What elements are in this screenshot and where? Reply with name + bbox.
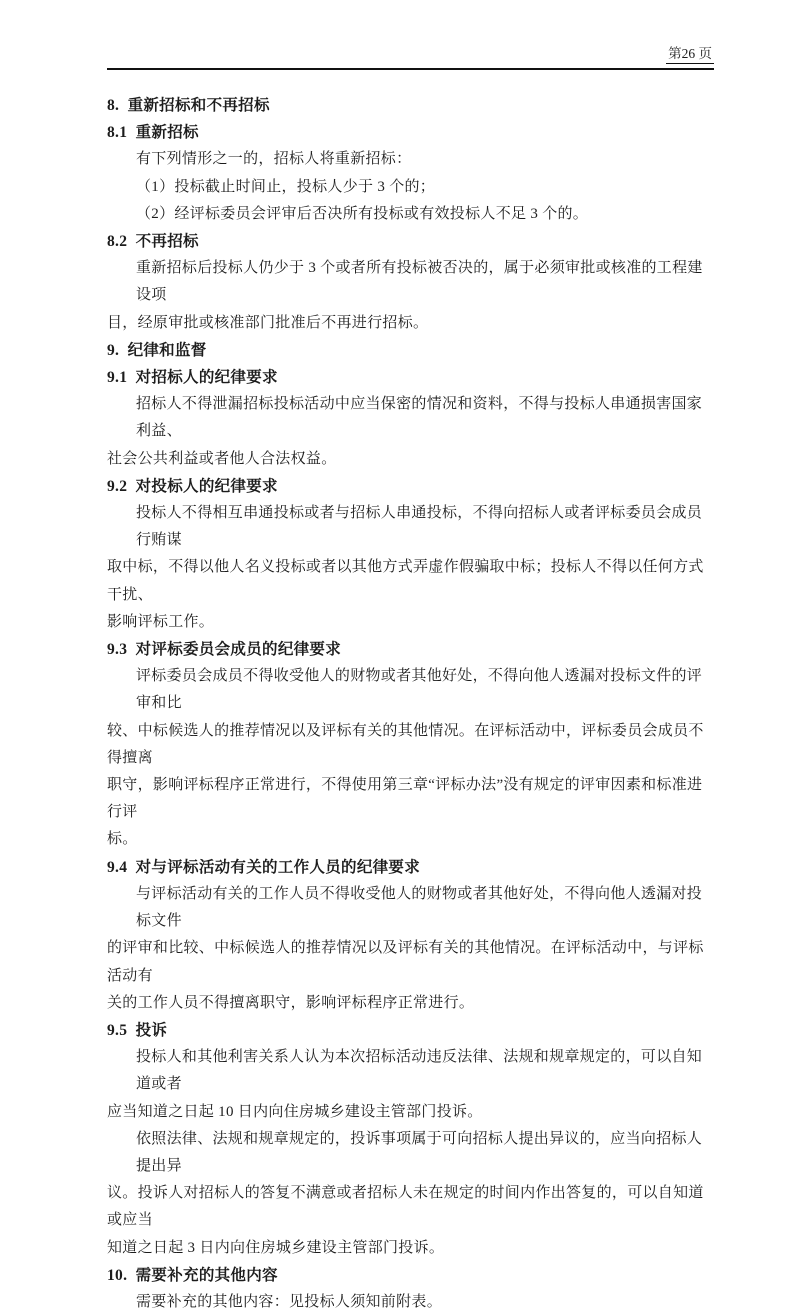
paragraph-line: 应当知道之日起 10 日内向住房城乡建设主管部门投诉。 xyxy=(107,1103,483,1120)
heading-8-2: 8.2 不再招标 xyxy=(107,233,199,251)
page-header xyxy=(107,44,714,70)
paragraph-line: 的评审和比较、中标候选人的推荐情况以及评标有关的其他情况。在评标活动中，与评标活动有 xyxy=(107,940,704,984)
paragraph-line: 评标委员会成员不得收受他人的财物或者其他好处，不得向他人透漏对投标文件的评审和比 xyxy=(136,668,703,712)
paragraph-line: 与评标活动有关的工作人员不得收受他人的财物或者其他好处，不得向他人透漏对投标文件 xyxy=(136,885,703,930)
heading-9-3: 9.3 对评标委员会成员的纪律要求 xyxy=(107,641,342,659)
document-body xyxy=(107,92,714,1316)
list-item-2: （2）经评标委员会评审后否决所有投标或有效投标人不足 3 个的。 xyxy=(136,205,589,222)
heading-section-8: 8. 重新招标和不再招标 xyxy=(107,97,270,114)
paragraph-line: 取中标，不得以他人名义投标或者以其他方式弄虚作假骗取中标；投标人不得以任何方式干扰、 xyxy=(107,559,704,603)
paragraph-line: 依照法律、法规和规章规定的，投诉事项属于可向招标人提出异议的，应当向招标人提出异 xyxy=(136,1130,703,1174)
paragraph-line: 影响评标工作。 xyxy=(107,613,215,630)
paragraph-line: 社会公共利益或者他人合法权益。 xyxy=(107,450,337,467)
paragraph-line: 重新招标后投标人仍少于 3 个或者所有投标被否决的，属于必须审批或核准的工程建设项 xyxy=(136,260,703,304)
paragraph-line: 投标人不得相互串通投标或者与招标人串通投标，不得向招标人或者评标委员会成员行贿谋 xyxy=(136,505,703,549)
paragraph-line: 招标人不得泄漏招标投标活动中应当保密的情况和资料，不得与投标人串通损害国家利益、 xyxy=(136,396,703,440)
heading-section-10: 10. 需要补充的其他内容 xyxy=(107,1266,278,1284)
paragraph-line: 有下列情形之一的，招标人将重新招标： xyxy=(136,151,412,168)
heading-section-9: 9. 纪律和监督 xyxy=(107,341,207,359)
heading-9-4: 9.4 对与评标活动有关的工作人员的纪律要求 xyxy=(107,858,421,876)
heading-9-2: 9.2 对投标人的纪律要求 xyxy=(107,477,278,495)
paragraph-line: 较、中标候选人的推荐情况以及评标有关的其他情况。在评标活动中，评标委员会成员不得擅离 xyxy=(107,722,704,766)
paragraph-line: 标。 xyxy=(107,831,138,848)
page-number: 第26 页 xyxy=(666,46,714,64)
paragraph-line: 知道之日起 3 日内向住房城乡建设主管部门投诉。 xyxy=(107,1239,445,1256)
paragraph-line: 投标人和其他利害关系人认为本次招标活动违反法律、法规和规章规定的，可以自知道或者 xyxy=(136,1049,703,1093)
paragraph-line: 议。投诉人对招标人的答复不满意或者招标人未在规定的时间内作出答复的，可以自知道或应当 xyxy=(107,1185,704,1229)
paragraph-line: 职守，影响评标程序正常进行，不得使用第三章“评标办法”没有规定的评审因素和标准进行评 xyxy=(107,777,703,821)
heading-8-1: 8.1 重新招标 xyxy=(107,124,199,142)
list-item-1: （1）投标截止时间止，投标人少于 3 个的； xyxy=(136,178,436,195)
heading-9-5: 9.5 投诉 xyxy=(107,1021,168,1039)
paragraph-line: 需要补充的其他内容：见投标人须知前附表。 xyxy=(136,1293,443,1310)
heading-9-1: 9.1 对招标人的纪律要求 xyxy=(107,369,278,387)
paragraph-line: 目，经原审批或核准部门批准后不再进行招标。 xyxy=(107,314,429,331)
paragraph-line: 关的工作人员不得擅离职守，影响评标程序正常进行。 xyxy=(107,994,475,1011)
